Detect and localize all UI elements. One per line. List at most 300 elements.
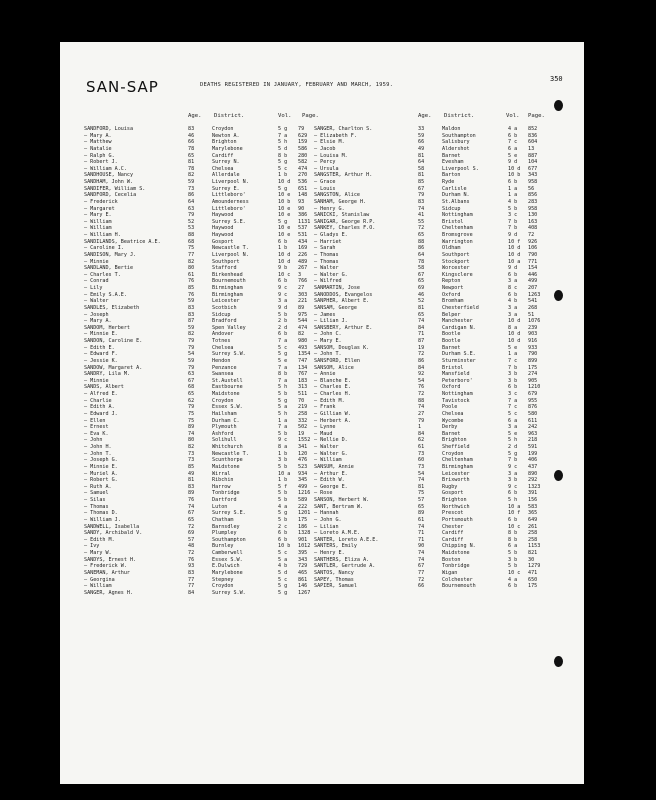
entry-district: Durham C. — [212, 417, 240, 424]
entry-age: 72 — [418, 391, 425, 397]
entry-age: 84 — [188, 589, 195, 596]
entry-age: 81 — [418, 483, 425, 490]
entry-age: 84 — [418, 324, 425, 331]
entry-page: 270 — [298, 172, 308, 179]
entry-page: 1354 — [298, 351, 311, 358]
entry-volume: 6 a — [508, 417, 518, 424]
entry-age: 68 — [188, 238, 195, 245]
entry-age: 33 — [418, 126, 425, 132]
entry-district: Leicester — [442, 470, 470, 477]
entry-page: 3 — [298, 271, 302, 278]
entry-name: SANSOM, Alice — [314, 364, 354, 371]
entry-age: 19 — [418, 344, 425, 351]
entry-volume: 1 a — [278, 417, 288, 424]
entry-age: 71 — [418, 530, 425, 537]
entry-age: 77 — [188, 576, 195, 583]
entry-age: 76 — [188, 278, 195, 285]
entry-district: Birmingham — [212, 291, 243, 298]
entry-volume: 5 d — [278, 145, 288, 152]
entry-volume: 4 b — [278, 563, 288, 570]
entry-name: — Arthur E. — [314, 470, 348, 477]
entry-volume: 6 b — [508, 271, 518, 278]
entry-volume: 5 b — [278, 391, 288, 397]
entry-name: SANDFORD, Louisa — [84, 126, 134, 132]
entry-age: 93 — [188, 563, 195, 570]
entry-district: Surrey S.E. — [212, 510, 246, 517]
entry-volume: 5 g — [278, 589, 288, 596]
entry-district: Hailsham — [212, 410, 237, 417]
entry-age: 85 — [418, 179, 425, 185]
entry-district: Newport — [442, 285, 464, 291]
entry-page: 70 — [298, 397, 305, 404]
entry-name: SANDISON, Mary J. — [84, 251, 137, 258]
entry-volume: 6 b — [508, 490, 518, 497]
entry-page: 221 — [298, 298, 308, 305]
entry-name: — John G. — [314, 516, 342, 523]
entry-name: SANGSTER, Arthur H. — [314, 172, 373, 179]
entry-district: Southport — [442, 251, 470, 258]
entry-page: 156 — [528, 497, 538, 503]
entry-name: — Blanche E. — [314, 377, 351, 384]
entry-volume: 3 b — [278, 457, 288, 464]
entry-district: Sidcup — [212, 311, 231, 318]
entry-page: 1201 — [298, 510, 311, 517]
entry-name: — Jessie K. — [84, 357, 118, 364]
entry-age: 48 — [188, 543, 195, 550]
entry-district: Croydon — [442, 450, 464, 457]
entry-name: — Robert J. — [84, 159, 118, 166]
entry-age: 83 — [188, 483, 195, 490]
entry-name: — Frederick W. — [84, 563, 127, 570]
entry-volume: 6 b — [278, 278, 288, 285]
entry-age: 81 — [418, 172, 425, 179]
entry-district: Maidstone — [212, 463, 240, 470]
entry-name: — Minnie E. — [84, 331, 118, 338]
entry-page: 629 — [298, 132, 308, 139]
entry-age: 64 — [418, 251, 425, 258]
entry-volume: 3 a — [508, 311, 518, 318]
entry-name: SANDILANDS, Beatrice A.E. — [84, 238, 161, 245]
entry-page: 934 — [298, 470, 308, 477]
entry-age: 81 — [418, 304, 425, 311]
vol-header: Vol. — [278, 113, 292, 119]
entry-name: — Gillian W. — [314, 410, 351, 417]
entry-page: 258 — [528, 530, 538, 537]
entry-name: — Edith M. — [314, 397, 345, 404]
entry-name: — Edward J. — [84, 410, 118, 417]
entry-page: 649 — [528, 516, 538, 523]
entry-district: Bradford — [212, 318, 237, 325]
entry-name: — Walter — [84, 298, 109, 305]
entry-volume: 4 b — [508, 298, 518, 305]
entry-page: 903 — [528, 331, 538, 338]
entry-page: 391 — [528, 490, 538, 497]
entry-volume: 5 e — [278, 357, 288, 364]
entry-district: Wycombe — [442, 417, 464, 424]
entry-volume: 8 c — [508, 285, 518, 291]
entry-page: 104 — [528, 159, 538, 166]
entry-volume: 10 d — [278, 251, 291, 258]
entry-page: 313 — [298, 384, 308, 391]
entry-page: 901 — [298, 536, 308, 543]
entry-name: — Louis — [314, 185, 336, 192]
entry-age: 58 — [418, 165, 425, 172]
entry-name: SANDIFER, William S. — [84, 185, 146, 192]
entry-age: 79 — [188, 212, 195, 219]
entry-age: 77 — [418, 569, 425, 576]
entry-name: SANPHER, Albert E. — [314, 298, 370, 305]
entry-volume: 5 g — [508, 450, 518, 457]
entry-volume: 3 a — [508, 470, 518, 477]
entry-age: 67 — [418, 563, 425, 570]
entry-volume: 5 g — [278, 397, 288, 404]
entry-name: SANODDOS, Evangelos — [314, 291, 373, 298]
entry-age: 59 — [188, 324, 195, 331]
entry-page: 899 — [528, 357, 538, 364]
entry-district: Durham N. — [442, 192, 470, 199]
entry-volume: 10 b — [278, 543, 291, 550]
entry-page: 27 — [298, 285, 305, 291]
entry-age: 85 — [188, 285, 195, 291]
entry-page: 465 — [298, 569, 308, 576]
entry-volume: 5 f — [278, 483, 288, 490]
entry-age: 54 — [418, 470, 425, 477]
entry-volume: 5 b — [508, 205, 518, 212]
entry-name: — Lilian J. — [314, 318, 348, 325]
entry-age: 72 — [188, 523, 195, 530]
entry-age: 76 — [418, 384, 425, 391]
entry-name: — Ernest — [84, 424, 109, 431]
entry-age: 83 — [418, 198, 425, 205]
entry-page: 19 — [298, 430, 305, 437]
entry-district: Haywood — [212, 232, 234, 238]
entry-page: 1328 — [298, 530, 311, 537]
entry-age: 73 — [188, 457, 195, 464]
entry-district: Barnsdley — [212, 523, 240, 530]
entry-name: — Gladys E. — [314, 232, 348, 238]
entry-age: 92 — [418, 371, 425, 378]
entry-district: Peterboro' — [442, 377, 473, 384]
entry-district: Liverpool N. — [212, 179, 249, 185]
entry-district: Chelsea — [212, 165, 234, 172]
entry-name: — Thomas — [84, 503, 109, 510]
entry-name: — John C. — [314, 331, 342, 338]
entry-volume: 5 c — [278, 550, 288, 556]
entry-name: — Henry E. — [314, 550, 345, 556]
entry-name: SANDY, Archibald V. — [84, 530, 143, 537]
entry-volume: 1 b — [278, 450, 288, 457]
entry-age: 49 — [188, 470, 195, 477]
entry-name: — Eva K. — [84, 430, 109, 437]
entry-district: Surrey N. — [212, 159, 240, 166]
entry-page: 120 — [298, 450, 308, 457]
entry-page: 183 — [298, 377, 308, 384]
entry-name: — Edward F. — [84, 351, 118, 358]
entry-name: — Frederick — [84, 198, 118, 205]
entry-volume: 10 e — [278, 212, 291, 219]
entry-district: Barton — [442, 172, 461, 179]
entry-name: — Alfred E. — [84, 391, 118, 397]
entry-age: 61 — [418, 444, 425, 450]
entry-age: 58 — [418, 265, 425, 272]
entry-name: — William J. — [84, 516, 121, 523]
entry-volume: 6 b — [278, 331, 288, 338]
entry-name: — Walter — [314, 444, 339, 450]
entry-age: 87 — [188, 318, 195, 325]
entry-district: Penzance — [212, 364, 237, 371]
entry-volume: 5 h — [508, 437, 518, 444]
entry-name: — Charlie — [84, 397, 112, 404]
entry-page: 226 — [298, 251, 308, 258]
entry-age: 62 — [418, 437, 425, 444]
entry-name: — Annie — [314, 371, 336, 378]
entry-age: 71 — [418, 331, 425, 338]
entry-district: Southampton — [442, 132, 476, 139]
entry-name: SANTHERS, Eliza A. — [314, 556, 370, 563]
entry-age: 74 — [418, 550, 425, 556]
entry-volume: 8 b — [278, 152, 288, 159]
entry-district: Liverpool N. — [212, 251, 249, 258]
entry-volume: 5 g — [278, 126, 288, 132]
entry-district: Littleboro' — [212, 192, 246, 199]
entry-name: — Ivy — [84, 543, 100, 550]
entry-volume: 5 b — [278, 430, 288, 437]
entry-name: — Wilfred — [314, 278, 342, 285]
entry-name: SANTLER, Gertrude A. — [314, 563, 376, 570]
entry-age: 61 — [418, 516, 425, 523]
entry-name: SANSUM, Annie — [314, 463, 354, 470]
entry-volume: 6 b — [508, 291, 518, 298]
entry-name: — Thomas D. — [84, 510, 118, 517]
entry-volume: 5 a — [278, 404, 288, 411]
entry-page: 916 — [528, 338, 538, 344]
entry-name: — John — [84, 437, 103, 444]
entry-page: 222 — [298, 503, 308, 510]
entry-name: SANDHAM, John W. — [84, 179, 134, 185]
entry-page: 1552 — [298, 437, 311, 444]
entry-page: 343 — [528, 172, 538, 179]
page-header: Page. — [528, 113, 545, 119]
entry-volume: 10 d — [508, 165, 521, 172]
entry-page: 958 — [528, 205, 538, 212]
entry-volume: 10 e — [278, 205, 291, 212]
entry-district: Manchester — [442, 318, 473, 325]
entry-name: — Georgina — [84, 576, 115, 583]
entry-age: 82 — [188, 444, 195, 450]
entry-page: 821 — [528, 550, 538, 556]
entry-age: 27 — [418, 410, 425, 417]
entry-page: 474 — [298, 165, 308, 172]
entry-age: 84 — [418, 430, 425, 437]
entry-volume: 6 b — [508, 516, 518, 523]
entry-volume: 4 a — [508, 126, 518, 132]
entry-district: Birkenhead — [212, 271, 243, 278]
entry-name: — George E. — [314, 483, 348, 490]
entry-name: — Edith A. — [84, 404, 115, 411]
entry-age: 74 — [418, 205, 425, 212]
register-page — [60, 42, 584, 784]
entry-age: 78 — [418, 258, 425, 265]
entry-age: 79 — [418, 192, 425, 199]
entry-age: 59 — [418, 132, 425, 139]
entry-volume: 5 c — [508, 410, 518, 417]
entry-page: 446 — [528, 271, 538, 278]
entry-district: Barnet — [442, 430, 461, 437]
entry-name: SANSOM, Douglas K. — [314, 344, 370, 351]
entry-age: 52 — [418, 298, 425, 305]
entry-district: Cardiff — [212, 152, 234, 159]
entry-district: Sheffield — [442, 444, 470, 450]
entry-volume: 6 a — [508, 145, 518, 152]
entry-page: 292 — [528, 477, 538, 484]
entry-age: 75 — [418, 490, 425, 497]
entry-district: Stafford — [212, 265, 237, 272]
entry-page: 679 — [528, 391, 538, 397]
entry-name: SANDS, Albert — [84, 384, 124, 391]
entry-district: Durham S.E. — [442, 351, 476, 358]
entry-name: — Henry G. — [314, 205, 345, 212]
entry-age: 81 — [188, 159, 195, 166]
entry-age: 74 — [418, 556, 425, 563]
punch-hole — [554, 656, 563, 667]
entry-age: 80 — [188, 265, 195, 272]
entry-volume: 4 b — [508, 198, 518, 205]
entry-page: 580 — [528, 410, 538, 417]
entry-name: — Walter G. — [314, 450, 348, 457]
entry-page: 175 — [528, 583, 538, 590]
entry-district: St.Austell — [212, 377, 243, 384]
entry-age: 41 — [418, 212, 425, 219]
entry-name: — Caroline I. — [84, 245, 124, 252]
entry-volume: 7 b — [508, 364, 518, 371]
entry-district: Wirral — [212, 470, 231, 477]
entry-page: 1263 — [528, 291, 541, 298]
entry-district: Croydon — [212, 583, 234, 590]
entry-age: 77 — [188, 251, 195, 258]
entry-page: 199 — [528, 450, 538, 457]
entry-volume: 7 b — [508, 225, 518, 232]
entry-age: 81 — [188, 477, 195, 484]
entry-name: SANDYS, Ernest H. — [84, 556, 137, 563]
entry-name: — Herbert A. — [314, 417, 351, 424]
entry-page: 345 — [298, 477, 308, 484]
entry-page: 89 — [298, 304, 305, 311]
entry-age: 65 — [188, 516, 195, 523]
entry-district: Southampton — [212, 536, 246, 543]
entry-district: Essex S.W. — [212, 404, 243, 411]
entry-volume: 6 b — [278, 536, 288, 543]
entry-age: 78 — [188, 165, 195, 172]
entry-district: Brighton — [212, 139, 237, 146]
entry-age: 86 — [418, 357, 425, 364]
entry-district: Tavistock — [442, 397, 470, 404]
entry-volume: 3 a — [508, 304, 518, 311]
entry-page: 852 — [528, 126, 538, 132]
entry-district: Gosport — [442, 490, 464, 497]
entry-name: — Grace — [314, 179, 336, 185]
entry-page: 767 — [298, 371, 308, 378]
entry-age: 65 — [418, 503, 425, 510]
entry-volume: 10 b — [508, 172, 521, 179]
entry-page: 267 — [298, 265, 308, 272]
entry-volume: 9 d — [508, 159, 518, 166]
entry-page: 219 — [298, 404, 308, 411]
entry-volume: 7 a — [508, 397, 518, 404]
entry-volume: 9 c — [278, 437, 288, 444]
entry-volume: 10 d — [278, 179, 291, 185]
entry-volume: 5 c — [278, 165, 288, 172]
entry-volume: 6 b — [508, 583, 518, 590]
entry-district: Solihull — [212, 437, 237, 444]
entry-name: — Thomas — [314, 251, 339, 258]
entry-name: — Jacob — [314, 145, 336, 152]
entry-page: 274 — [528, 371, 538, 378]
entry-page: 1267 — [298, 589, 311, 596]
entry-name: — Mary E. — [314, 338, 342, 344]
entry-district: Chelsea — [212, 344, 234, 351]
entry-page: 1076 — [528, 318, 541, 325]
entry-name: — Mary A. — [84, 132, 112, 139]
entry-volume: 3 b — [508, 477, 518, 484]
entry-name: SANEMAN, Arthur — [84, 569, 131, 576]
entry-name: — John T. — [84, 450, 112, 457]
entry-age: 65 — [418, 278, 425, 285]
entry-district: Carlisle — [442, 185, 467, 192]
entry-age: 66 — [418, 139, 425, 146]
entry-district: Croydon — [212, 397, 234, 404]
entry-name: — Walter G. — [314, 271, 348, 278]
entry-volume: 5 e — [508, 430, 518, 437]
entry-age: 88 — [418, 238, 425, 245]
entry-page: 493 — [298, 344, 308, 351]
entry-volume: 5 b — [278, 516, 288, 523]
entry-page: 541 — [528, 298, 538, 305]
entry-age: 74 — [418, 523, 425, 530]
entry-age: 54 — [418, 377, 425, 384]
entry-volume: 5 b — [278, 490, 288, 497]
entry-name: SANTER, Loreto A.E.E. — [314, 536, 379, 543]
entry-page: 56 — [528, 185, 535, 192]
entry-name: — William — [84, 583, 112, 590]
entry-district: Wigan — [442, 569, 458, 576]
entry-district: Andover — [212, 331, 234, 338]
entry-age: 81 — [418, 152, 425, 159]
entry-name: — Maud — [314, 430, 333, 437]
entry-page: 175 — [528, 364, 538, 371]
entry-district: Colchester — [442, 576, 473, 583]
entry-volume: 5 a — [278, 556, 288, 563]
entry-district: Chelsea — [442, 410, 464, 417]
entry-page: 1210 — [528, 384, 541, 391]
entry-page: 343 — [298, 556, 308, 563]
entry-age: 67 — [418, 185, 425, 192]
entry-age: 90 — [418, 543, 425, 550]
entry-volume: 5 g — [278, 510, 288, 517]
entry-age: 66 — [188, 139, 195, 146]
entry-volume: 10 a — [278, 470, 291, 477]
entry-page: 332 — [298, 417, 308, 424]
entry-name: SANDLAND, Bertie — [84, 265, 134, 272]
entry-district: Dartford — [212, 497, 237, 503]
entry-age: 82 — [188, 258, 195, 265]
entry-age: 85 — [188, 463, 195, 470]
entry-volume: 5 b — [508, 550, 518, 556]
entry-name: — Mary A. — [84, 318, 112, 325]
entry-volume: 6 b — [278, 238, 288, 245]
entry-name: — Frank — [314, 404, 336, 411]
punch-hole — [554, 100, 563, 111]
entry-name: — Minnie — [84, 258, 109, 265]
